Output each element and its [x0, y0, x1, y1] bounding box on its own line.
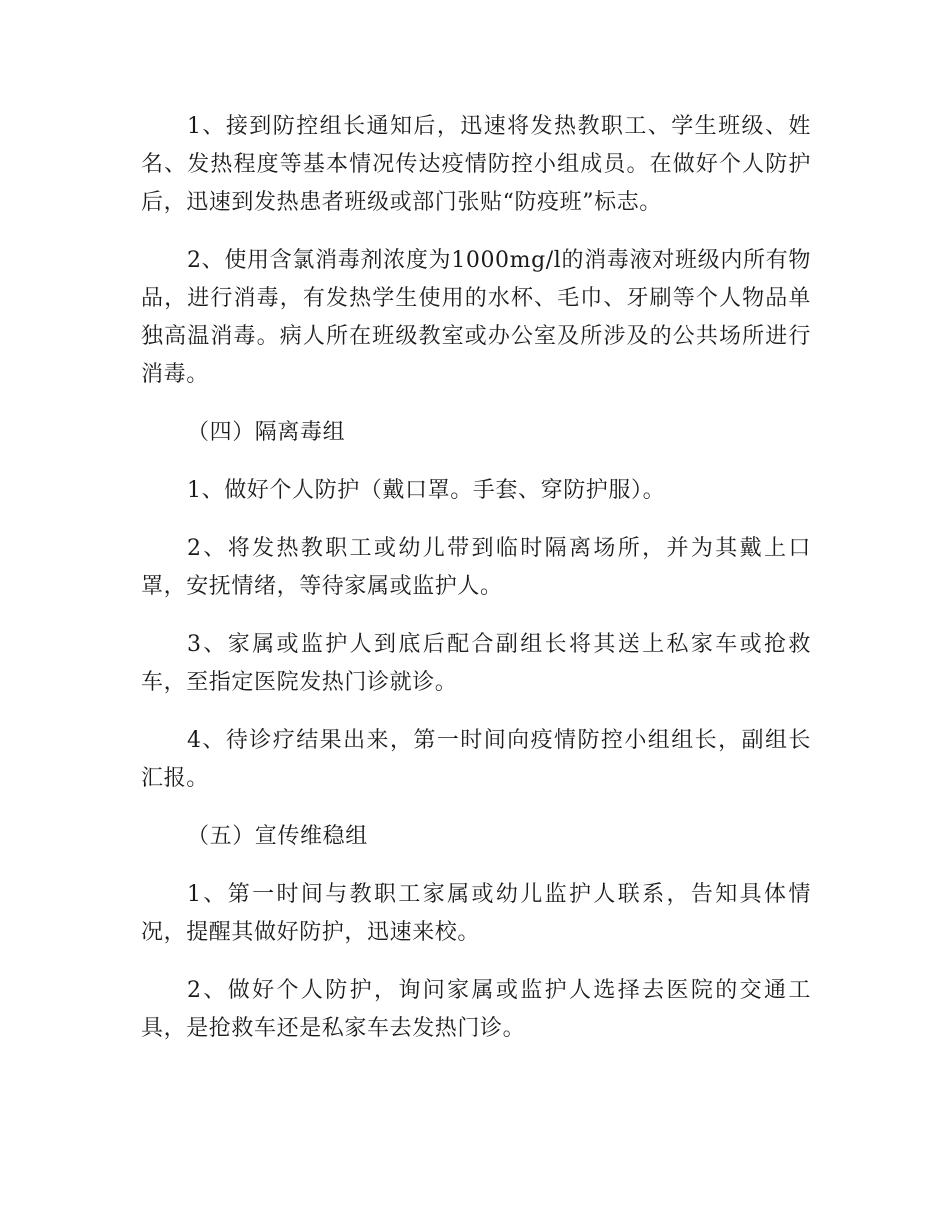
paragraph-notify: 1、接到防控组长通知后，迅速将发热教职工、学生班级、姓名、发热程度等基本情况传达疫情防控小组成员。在做好个人防护后，迅速到发热患者班级或部门张贴“防疫班”标志。	[141, 114, 811, 215]
paragraph-report-result: 4、待诊疗结果出来，第一时间向疫情防控小组组长，副组长汇报。	[141, 728, 811, 791]
paragraph-contact-family: 1、第一时间与教职工家属或幼儿监护人联系，告知具体情况，提醒其做好防护，迅速来校。	[141, 882, 811, 945]
paragraph-temporary-isolation: 2、将发热教职工或幼儿带到临时隔离场所，并为其戴上口罩，安抚情绪，等待家属或监护人。	[141, 536, 811, 599]
paragraph-transport-hospital: 3、家属或监护人到底后配合副组长将其送上私家车或抢救车，至指定医院发热门诊就诊。	[141, 632, 811, 695]
paragraph-transport-choice: 2、做好个人防护，询问家属或监护人选择去医院的交通工具，是抢救车还是私家车去发热门诊。	[141, 978, 811, 1041]
paragraph-disinfect: 2、使用含氯消毒剂浓度为1000mg/l的消毒液对班级内所有物品，进行消毒，有发热学生使用的水杯、毛巾、牙刷等个人物品单独高温消毒。病人所在班级教室或办公室及所涉及的公共场所进行消毒。	[141, 248, 811, 387]
paragraph-protection: 1、做好个人防护（戴口罩。手套、穿防护服）。	[187, 478, 666, 503]
document-body	[141, 108, 811, 1068]
section-heading-publicity: （五）宣传维稳组	[187, 824, 368, 849]
section-heading-isolation: （四）隔离毒组	[187, 420, 346, 445]
